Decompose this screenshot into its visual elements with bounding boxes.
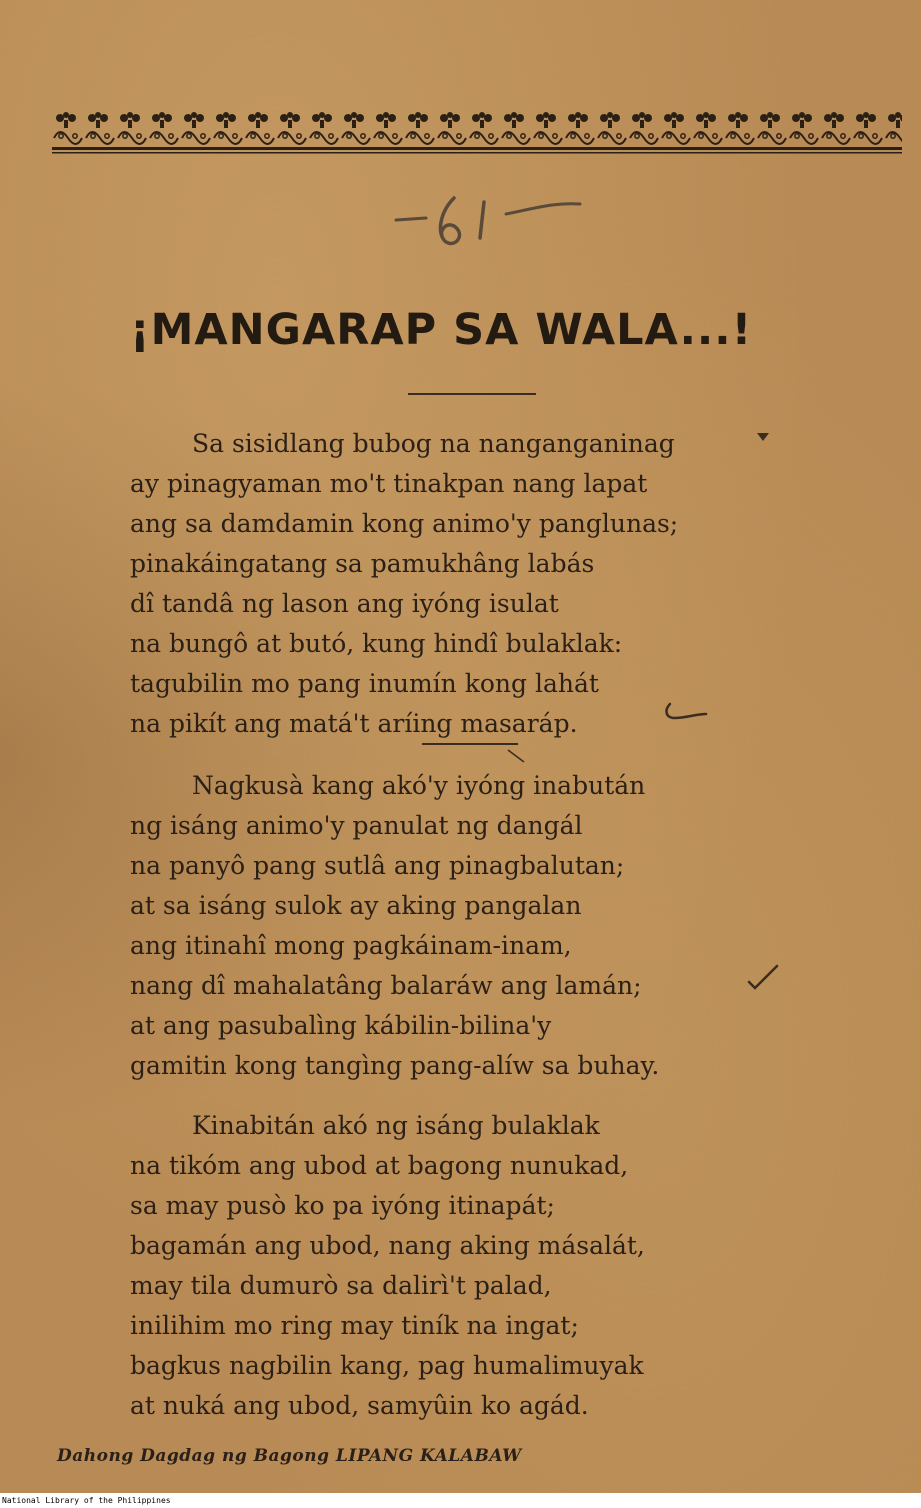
- poem-line: inilihim mo ring may tiník na ingat;: [130, 1311, 579, 1340]
- poem-line: ang sa damdamin kong animo'y panglunas;: [130, 509, 679, 538]
- library-credit: National Library of the Philippines: [0, 1493, 921, 1508]
- stanza-2: [130, 766, 770, 1086]
- pencil-bullet-mark: [755, 430, 771, 444]
- poem-line: ang itinahî mong pagkáinam-inam,: [130, 931, 572, 960]
- poem-line: ay pinagyaman mo't tinakpan nang lapat: [130, 469, 648, 498]
- handwritten-page-number: [388, 190, 588, 250]
- poem-line: at sa isáng sulok ay aking pangalan: [130, 891, 582, 920]
- poem-line: na tikóm ang ubod at bagong nunukad,: [130, 1151, 629, 1180]
- poem-line: ng isáng animo'y panulat ng dangál: [130, 811, 583, 840]
- poem-line: na pikít ang matá't aríing masaráp.: [130, 709, 578, 738]
- poem-line: Nagkusà kang akó'y iyóng inabután: [192, 771, 646, 800]
- poem-title: ¡MANGARAP SA WALA...!: [130, 305, 753, 355]
- poem-line: pinakáingatang sa pamukhâng labás: [130, 549, 595, 578]
- poem-line: Kinabitán akó ng isáng bulaklak: [192, 1111, 600, 1140]
- poem-line: na bungô at butó, kung hindî bulaklak:: [130, 629, 623, 658]
- poem-line: at nuká ang ubod, samyûin ko agád.: [130, 1391, 589, 1420]
- stanza-3: [130, 1106, 770, 1426]
- poem-line: tagubilin mo pang inumín kong lahát: [130, 669, 599, 698]
- poem-line: gamitin kong tangìng pang-alíw sa buhay.: [130, 1051, 660, 1080]
- poem-line: bagkus nagbilin kang, pag humalimuyak: [130, 1351, 644, 1380]
- pencil-hook-mark: [660, 700, 710, 730]
- footer-caption: Dahong Dagdag ng Bagong LIPANG KALABAW: [57, 1446, 522, 1466]
- pencil-checkmark: [745, 962, 781, 994]
- title-divider: [408, 393, 536, 395]
- poem-line: at ang pasubalìng kábilin-bilina'y: [130, 1011, 552, 1040]
- poem-line: bagamán ang ubod, nang aking másalát,: [130, 1231, 645, 1260]
- poem-line: sa may pusò ko pa iyóng itinapát;: [130, 1191, 555, 1220]
- decorative-border-ornament: [52, 108, 902, 156]
- stanza-1: [130, 424, 770, 744]
- poem-line: dî tandâ ng lason ang iyóng isulat: [130, 589, 559, 618]
- pencil-underline-mark: [420, 740, 530, 770]
- poem-line: na panyô pang sutlâ ang pinagbalutan;: [130, 851, 625, 880]
- poem-line: may tila dumurò sa dalirì't palad,: [130, 1271, 552, 1300]
- poem-line: Sa sisidlang bubog na nanganganinag: [192, 429, 675, 458]
- poem-line: nang dî mahalatâng balaráw ang lamán;: [130, 971, 642, 1000]
